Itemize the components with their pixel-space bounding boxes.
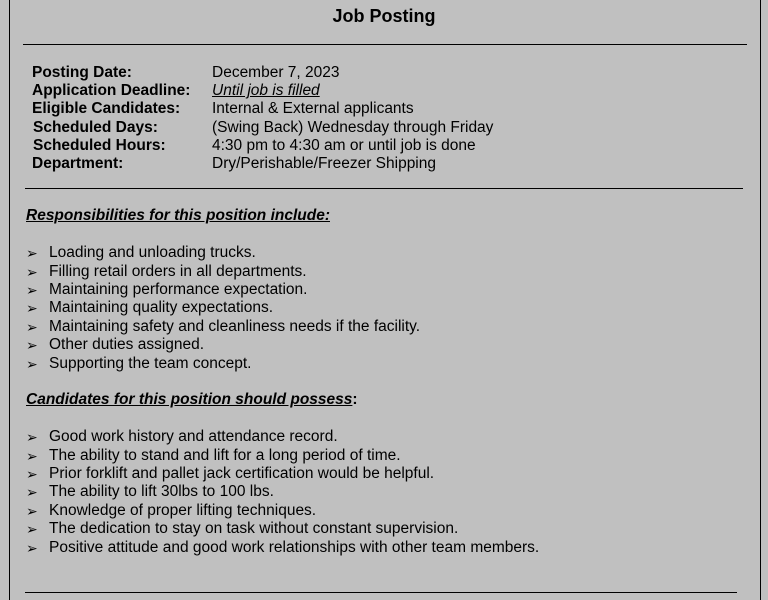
list-item <box>0 502 768 520</box>
arrowhead-bullet-icon: ➢ <box>26 264 38 280</box>
page-title: Job Posting <box>332 6 436 26</box>
qualifications-heading <box>26 391 358 409</box>
arrowhead-bullet-icon: ➢ <box>26 484 38 500</box>
arrowhead-bullet-icon: ➢ <box>26 337 38 353</box>
list-item-text: Loading and unloading trucks. <box>49 244 256 261</box>
detail-label: Eligible Candidates: <box>32 100 181 117</box>
list-item-text: Knowledge of proper lifting techniques. <box>49 502 317 519</box>
list-item-text: Other duties assigned. <box>49 336 205 353</box>
list-item <box>0 299 768 317</box>
detail-label: Posting Date: <box>32 64 132 81</box>
detail-label: Scheduled Hours: <box>33 137 166 154</box>
detail-value: December 7, 2023 <box>212 64 340 81</box>
list-item <box>0 520 768 538</box>
arrowhead-bullet-icon: ➢ <box>26 521 38 537</box>
arrowhead-bullet-icon: ➢ <box>26 466 38 482</box>
responsibilities-heading <box>26 207 330 225</box>
list-item-text: Maintaining quality expectations. <box>49 299 274 316</box>
list-item-text: Good work history and attendance record. <box>49 428 338 445</box>
list-item-text: Positive attitude and good work relationships with other team members. <box>49 539 540 556</box>
detail-label: Application Deadline: <box>32 82 191 99</box>
detail-row-department <box>0 155 768 173</box>
list-item <box>0 355 768 373</box>
list-item-text: Filling retail orders in all departments. <box>49 263 307 280</box>
list-item-text: Maintaining performance expectation. <box>49 281 308 298</box>
detail-label: Scheduled Days: <box>33 119 158 136</box>
arrowhead-bullet-icon: ➢ <box>26 282 38 298</box>
detail-row-eligible-candidates <box>0 100 768 118</box>
list-item-text: The ability to stand and lift for a long period of time. <box>49 447 401 464</box>
arrowhead-bullet-icon: ➢ <box>26 300 38 316</box>
footer-divider <box>25 592 737 593</box>
arrowhead-bullet-icon: ➢ <box>26 540 38 556</box>
detail-value: Dry/Perishable/Freezer Shipping <box>212 155 436 172</box>
title-divider <box>23 44 747 45</box>
detail-value: Internal & External applicants <box>212 100 414 117</box>
list-item <box>0 263 768 281</box>
list-item <box>0 483 768 501</box>
list-item <box>0 447 768 465</box>
qualifications-heading-text: Candidates for this position should possess <box>26 391 353 408</box>
list-item <box>0 336 768 354</box>
arrowhead-bullet-icon: ➢ <box>26 319 38 335</box>
detail-value: (Swing Back) Wednesday through Friday <box>212 119 494 136</box>
details-divider <box>25 188 743 189</box>
list-item-text: Supporting the team concept. <box>49 355 252 372</box>
list-item <box>0 244 768 262</box>
list-item-text: The dedication to stay on task without constant supervision. <box>49 520 459 537</box>
list-item <box>0 318 768 336</box>
list-item-text: The ability to lift 30lbs to 100 lbs. <box>49 483 274 500</box>
detail-label: Department: <box>32 155 124 172</box>
list-item-text: Maintaining safety and cleanliness needs if the facility. <box>49 318 421 335</box>
detail-row-scheduled-hours <box>0 137 768 155</box>
list-item <box>0 281 768 299</box>
detail-value: Until job is filled <box>212 82 320 99</box>
detail-value: 4:30 pm to 4:30 am or until job is done <box>212 137 476 154</box>
detail-row-application-deadline <box>0 82 768 100</box>
arrowhead-bullet-icon: ➢ <box>26 448 38 464</box>
list-item <box>0 428 768 446</box>
arrowhead-bullet-icon: ➢ <box>26 356 38 372</box>
qualifications-heading-colon: : <box>352 391 358 408</box>
responsibilities-heading-text: Responsibilities for this position include: <box>26 207 330 224</box>
list-item <box>0 465 768 483</box>
detail-row-posting-date <box>0 64 768 82</box>
arrowhead-bullet-icon: ➢ <box>26 245 38 261</box>
detail-row-scheduled-days <box>0 119 768 137</box>
arrowhead-bullet-icon: ➢ <box>26 429 38 445</box>
list-item <box>0 539 768 557</box>
list-item-text: Prior forklift and pallet jack certification would be helpful. <box>49 465 435 482</box>
arrowhead-bullet-icon: ➢ <box>26 503 38 519</box>
